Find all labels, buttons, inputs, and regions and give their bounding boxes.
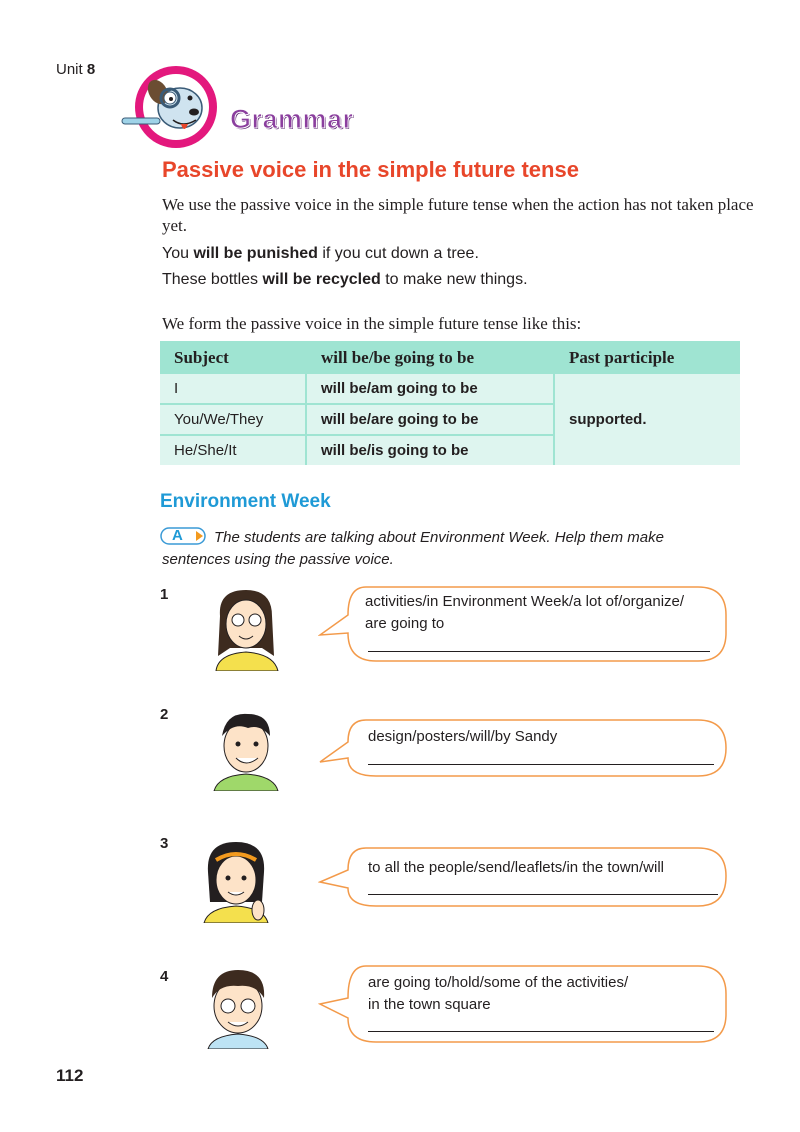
exercise-heading: Environment Week — [160, 491, 331, 512]
bubble-prompt: to all the people/send/leaflets/in the town/will — [368, 859, 665, 876]
verb-cell: will be/are going to be — [306, 404, 554, 435]
answer-line[interactable] — [368, 651, 710, 652]
column-header: Subject — [160, 341, 306, 374]
girl-headband-icon — [196, 838, 276, 923]
exercise-badge — [160, 527, 206, 545]
bubble-prompt: activities/in Environment Week/a lot of/organize/ are going to — [365, 593, 685, 632]
subject-cell: He/She/It — [160, 435, 306, 465]
unit-label: Unit 8 — [56, 61, 96, 78]
intro-paragraph: We use the passive voice in the simple future tense when the action has not taken place yet. — [162, 195, 754, 235]
column-header: Past participle — [554, 341, 740, 374]
girl-glasses-icon — [206, 586, 286, 671]
badge-shape-icon — [160, 527, 206, 545]
example-sentence: These bottles will be recycled to make new things. — [162, 271, 528, 288]
bubble-prompt: are going to/hold/some of the activities/ in the town square — [368, 974, 629, 1013]
participle-cell: supported. — [554, 374, 740, 465]
boy-glasses-icon — [198, 964, 278, 1049]
form-intro: We form the passive voice in the simple future tense like this: — [162, 314, 582, 333]
boy-icon — [206, 706, 286, 791]
example-sentence: You will be punished if you cut down a tree. — [162, 245, 479, 262]
subject-cell: I — [160, 374, 306, 404]
subject-cell: You/We/They — [160, 404, 306, 435]
answer-line[interactable] — [368, 894, 718, 895]
answer-line[interactable] — [368, 764, 714, 765]
bubble-prompt: design/posters/will/by Sandy — [368, 728, 558, 745]
column-header: will be/be going to be — [306, 341, 554, 374]
grammar-table — [160, 341, 740, 465]
badge-letter: A — [172, 527, 183, 544]
page-number: 112 — [56, 1066, 84, 1085]
verb-cell: will be/is going to be — [306, 435, 554, 465]
page-title: Passive voice in the simple future tense — [162, 157, 579, 182]
item-number: 2 — [160, 706, 169, 723]
magnifier-dog-icon — [118, 62, 230, 152]
item-number: 1 — [160, 586, 169, 603]
item-number: 3 — [160, 835, 169, 852]
answer-line[interactable] — [368, 1031, 714, 1032]
verb-cell: will be/am going to be — [306, 374, 554, 404]
item-number: 4 — [160, 968, 169, 985]
exercise-instruction: The students are talking about Environment Week. Help them make sentences using the passive voice. — [162, 529, 664, 568]
table-row — [160, 374, 740, 404]
section-title: Grammar — [230, 104, 354, 134]
